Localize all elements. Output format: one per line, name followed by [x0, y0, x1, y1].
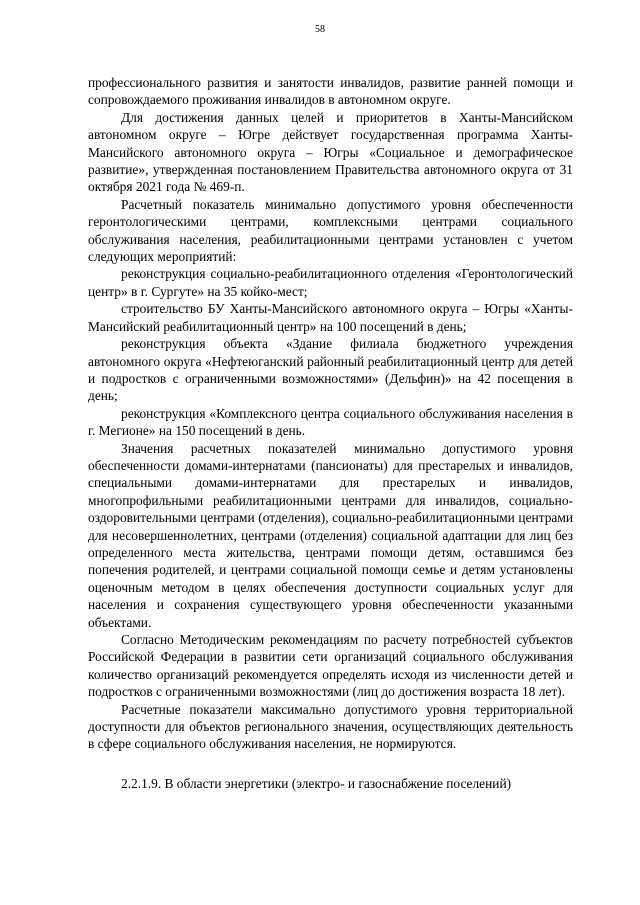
list-item-surgut: реконструкция социально-реабилитационного отделения «Геронтологический центр» в г. Сургуте» на 35 койко-мест;	[88, 266, 573, 299]
section-heading: 2.2.1.9. В области энергетики (электро- и газоснабжение поселений)	[121, 775, 512, 791]
list-item-nefteyugansk: реконструкция объекта «Здание филиала бюджетного учреждения автономного округа «Нефтеюганский районный реабилитационный центр для детей и подростков с ограниченными возможностями» (Дельфин)» на 42 посещения в день;	[88, 336, 573, 404]
paragraph-territorial-accessibility: Расчетные показатели максимально допустимого уровня территориальной доступности для объектов регионального значения, осуществляющих деятельность в сфере социального обслуживания населения, не нормируются.	[88, 701, 573, 752]
page-number: 58	[315, 24, 325, 35]
paragraph-methodical-recommendations: Согласно Методическим рекомендациям по расчету потребностей субъектов Российской Федерации в развитии сети организаций социального обслуживания количество организаций рекомендуется определять исходя из численности детей и подростков с ограниченными возможностями (лиц до достижения возраста 18 лет).	[88, 632, 573, 700]
paragraph-program: Для достижения данных целей и приоритетов в Ханты-Мансийском автономном округе – Югре действует государственная программа Ханты-Мансийского автономного округа – Югры «Социальное и демографическое развитие», утвержденная постановлением Правительства автономного округа от 31 октября 2021 года № 469-п.	[88, 109, 573, 195]
paragraph-indicator-intro: Расчетный показатель минимально допустимого уровня обеспеченности геронтологическими центрами, комплексными центрами социального обслуживания населения, реабилитационными центрами установлен с учетом следующих мероприятий:	[88, 196, 573, 265]
list-item-megion: реконструкция «Комплексного центра социального обслуживания населения в г. Мегионе» на 150 посещений в день.	[88, 405, 573, 439]
list-item-khanty-mansiysk: строительство БУ Ханты-Мансийского автономного округа – Югры «Ханты-Мансийский реабилитационный центр» на 100 посещений в день;	[88, 301, 573, 334]
paragraph-continuation: профессионального развития и занятости инвалидов, развитие ранней помощи и сопровождаемого проживания инвалидов в автономном округе.	[88, 75, 573, 108]
document-body	[88, 74, 573, 792]
paragraph-indicator-values: Значения расчетных показателей минимально допустимого уровня обеспеченности домами-интернатами (пансионаты) для престарелых и инвалидов, специальными домами-интернатами для престарелых и инвалидов, многопрофильными реабилитационными центрами для инвалидов, социально-оздоровительными центрами (отделения), социально-реабилитационными центрами для несовершеннолетних, центрами (отделения) социальной адаптации для лиц без определенного места жительства, центрами помощи детям, оставшимся без попечения родителей, и центрами социальной помощи семье и детям установлены оценочным методом в целях обеспечения доступности социальных услуг для населения и сохранения существующего уровня обеспеченности указанными объектами.	[88, 440, 573, 630]
